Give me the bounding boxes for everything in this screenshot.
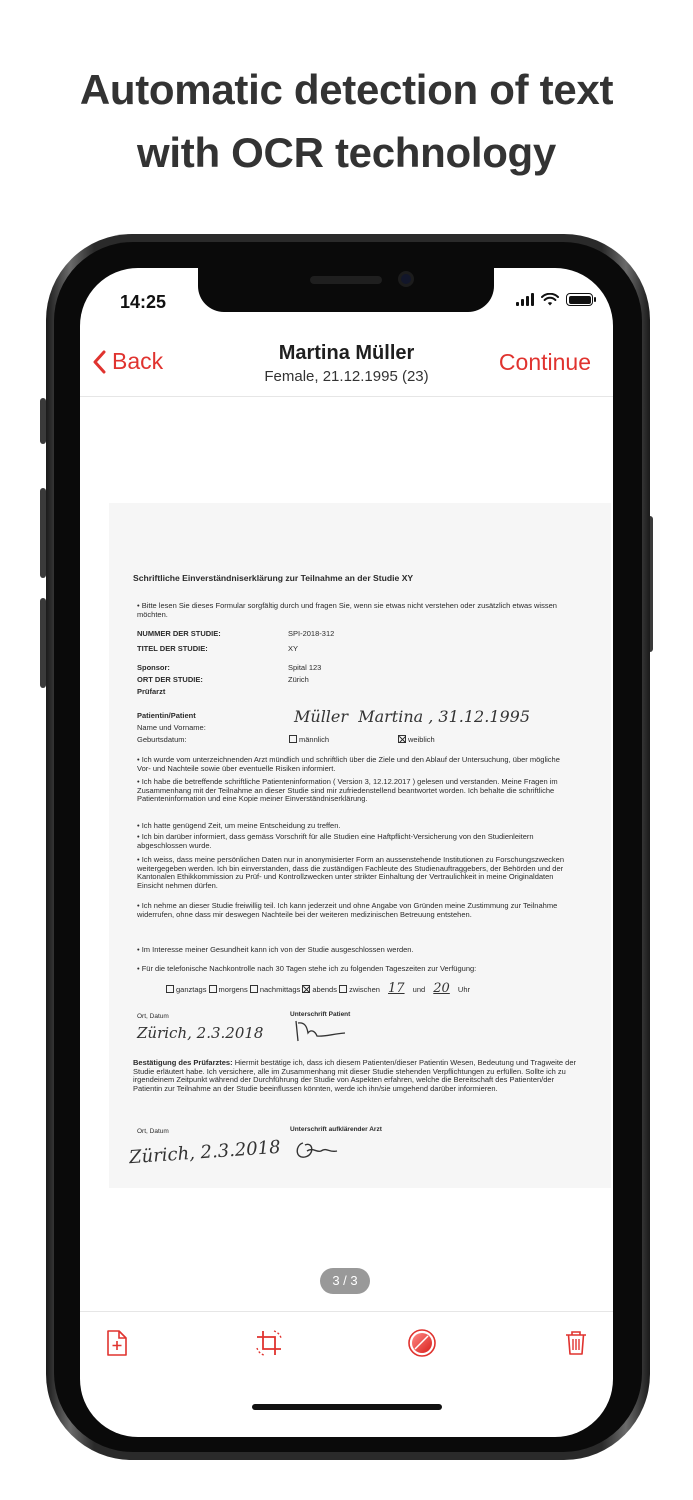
speaker-grille <box>310 276 382 284</box>
field-label: TITEL DER STUDIE: <box>137 644 208 653</box>
crop-button[interactable] <box>254 1328 284 1358</box>
consent-bullet: • Ich nehme an dieser Studie freiwillig teil. Ich kann jederzeit und ohne Angabe von Gründen meine Zustimmung zur Teilnahme widerrufen, ohne dass mir deswegen Nachteile bei der weiteren medizinischen Betreuung entstehen. <box>137 901 558 919</box>
status-icons <box>516 293 593 306</box>
field-label: NUMMER DER STUDIE: <box>137 629 221 638</box>
field-value: Spital 123 <box>288 663 322 672</box>
phone-screen <box>80 268 613 1437</box>
continue-button[interactable]: Continue <box>498 349 591 375</box>
front-camera <box>398 271 414 287</box>
checked-checkbox <box>398 735 406 743</box>
patient-signature <box>293 1019 373 1045</box>
toolbar-divider <box>80 1311 613 1312</box>
consent-bullet: • Ich habe die betreffende schriftliche Patienteninformation ( Version 3, 12.12.2017 ) gelesen und verstanden. Meine Fragen im Zusammenhang mit der Teilnahme an dieser Studie sind mir zufriedenstellend beantwortet worden. Ich behalte die schriftliche Patienteninformation und eine Kopie meiner Einverständniserklärung. <box>137 777 558 803</box>
nav-divider <box>80 396 613 397</box>
patient-name-title: Martina Müller <box>278 342 415 364</box>
battery-icon <box>566 293 593 306</box>
field-label: Sponsor: <box>137 663 170 672</box>
checkbox <box>339 985 347 993</box>
consent-bullet: • Ich weiss, dass meine persönlichen Daten nur in anonymisierter Form an aussenstehende Institutionen zu Forschungszwecken weitergegeben werden. Ich bin einverstanden, dass die zuständigen Fachleute des Studienauftraggebers, der Behörden und der Kantonalen Ethikkommission zu Prüf- und Kontrollzwecken unter strikter Einhaltung der Vertraulichkeit in meine Originaldaten Einsicht nehmen dürfen. <box>137 855 565 890</box>
checked-checkbox <box>302 985 310 993</box>
delete-button[interactable] <box>561 1328 591 1358</box>
physician-signature <box>293 1137 353 1163</box>
checkbox <box>209 985 217 993</box>
consent-bullet: • Ich wurde vom unterzeichnenden Arzt mündlich und schriftlich über die Ziele und den Ablauf der Untersuchung, über mögliche Vor- und Nachteile sowie über eventuelle Risiken informiert. <box>137 755 560 773</box>
handwritten-place-date: Zürich, 2.3.2018 <box>137 1024 264 1042</box>
checkbox <box>250 985 258 993</box>
field-label: Prüfarzt <box>137 687 166 696</box>
color-filter-icon <box>407 1328 437 1358</box>
status-time: 14:25 <box>120 292 167 312</box>
headline-line-1: Automatic detection of text <box>79 66 614 113</box>
consent-bullet: • Im Interesse meiner Gesundheit kann ich von der Studie ausgeschlossen werden. <box>137 945 414 954</box>
cellular-signal-icon <box>516 293 534 306</box>
scanned-document <box>109 503 611 1188</box>
callback-time-options: ganztags morgens nachmittags abends zwischen 17 und 20 Uhr <box>166 985 470 995</box>
page-indicator: 3 / 3 <box>320 1268 370 1294</box>
patient-subtitle: Female, 21.12.1995 (23) <box>264 368 429 385</box>
field-value: Zürich <box>288 675 309 684</box>
checkbox <box>289 735 297 743</box>
color-filter-button[interactable] <box>407 1328 437 1358</box>
trash-icon <box>561 1328 591 1358</box>
document-title: Schriftliche Einverständniserklärung zur Teilnahme an der Studie XY <box>133 573 414 583</box>
add-page-icon <box>102 1328 132 1358</box>
add-page-button[interactable] <box>102 1328 132 1358</box>
checkbox <box>166 985 174 993</box>
headline-line-2: with OCR technology <box>137 129 556 176</box>
place-date-label: Ort, Datum <box>137 1128 169 1135</box>
headline <box>0 58 693 184</box>
consent-bullet: • Für die telefonische Nachkontrolle nach 30 Tagen stehe ich zu folgenden Tageszeiten zur Verfügung: <box>137 964 477 973</box>
document-intro: • Bitte lesen Sie dieses Formular sorgfältig durch und fragen Sie, wenn sie etwas nicht verstehen oder zusätzlich etwas wissen möchten. <box>137 601 557 619</box>
gender-male-option: männlich <box>289 735 329 745</box>
back-label: Back <box>112 348 164 374</box>
notch <box>198 268 494 312</box>
gender-female-option: weiblich <box>398 735 435 745</box>
field-value: XY <box>288 644 299 653</box>
handwritten-place-date-2: Zürich, 2.3.2018 <box>128 1136 282 1169</box>
place-date-label: Ort, Datum <box>137 1013 169 1020</box>
name-label: Name und Vorname: <box>137 723 206 732</box>
consent-bullet: • Ich bin darüber informiert, dass gemäss Vorschrift für alle Studien eine Haftpflicht-Versicherung von den Studienleitern abgeschlossen wurde. <box>137 832 534 850</box>
patient-signature-label: Unterschrift Patient <box>290 1011 351 1018</box>
consent-bullet: • Ich hatte genügend Zeit, um meine Entscheidung zu treffen. <box>137 821 341 830</box>
crop-icon <box>254 1328 284 1358</box>
investigator-confirmation: Bestätigung des Prüfarztes: Hiermit bestätige ich, dass ich diesem Patienten/dieser Patientin Wesen, Bedeutung und Tragweite der Studie erläutert habe. Ich versichere, alle im Zusammenhang mit dieser Studie stehenden Verpflichtungen zu erfüllen. Sollte ich zu irgendeinem Zeitpunkt während der Durchführung der Studie von Aspekten erfahren, welche die Bereitschaft des Patienten/der Patientin zur Teilnahme an der Studie beeinflussen könnten, werde ich ihn/sie umgehend darüber informieren. <box>133 1058 577 1093</box>
physician-signature-label: Unterschrift aufklärender Arzt <box>290 1126 382 1133</box>
handwritten-name: Müller Martina , 31.12.1995 <box>294 707 531 726</box>
patient-heading: Patientin/Patient <box>137 711 196 720</box>
field-value: SPI-2018-312 <box>288 629 335 638</box>
wifi-icon <box>541 293 559 306</box>
home-indicator[interactable] <box>252 1404 442 1410</box>
field-label: ORT DER STUDIE: <box>137 675 203 684</box>
dob-label: Geburtsdatum: <box>137 735 187 744</box>
